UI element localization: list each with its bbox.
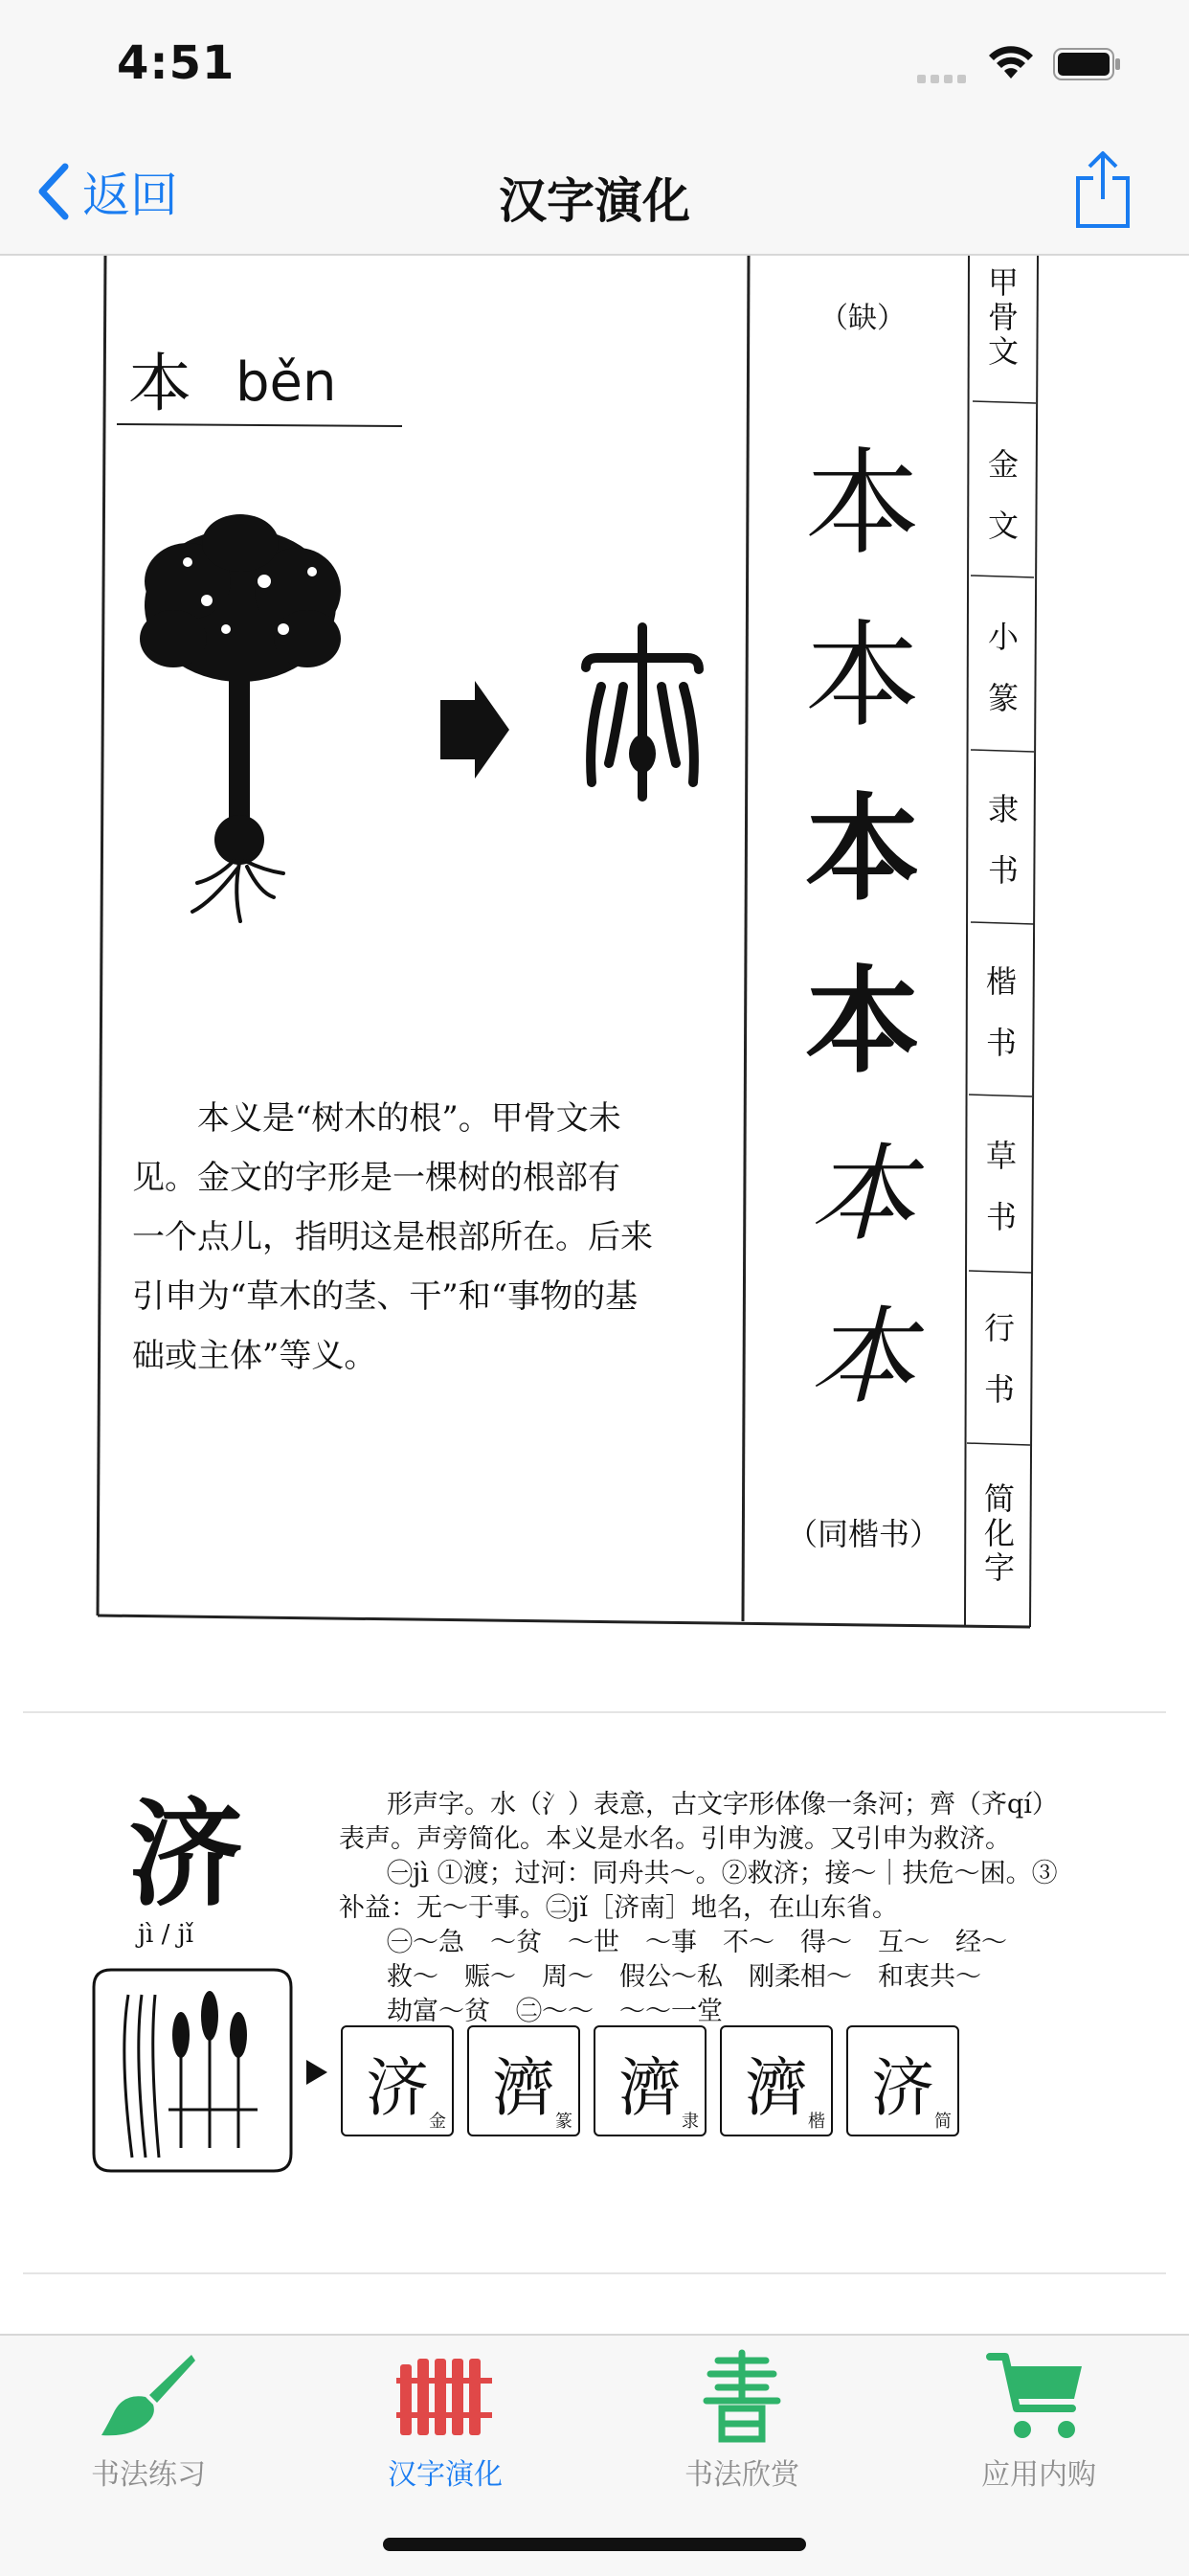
script-form-glyph: 濟: [745, 2051, 808, 2125]
script-form-glyph: 济: [366, 2051, 429, 2125]
script-label: 行书: [983, 1310, 1015, 1408]
entry-character: 本: [128, 347, 191, 420]
back-label: 返回: [82, 168, 178, 223]
definition-line: ㊀～急 ～贫 ～世 ～事 不～ 得～ 互～ 经～: [387, 1928, 1007, 1957]
tab-label: 书法欣赏: [684, 2458, 799, 2492]
script-label: 小篆: [987, 619, 1019, 716]
script-form-glyph: 濟: [618, 2051, 682, 2125]
definition-line: 补益：无～于事。㊁jǐ［济南］地名，在山东省。: [339, 1893, 899, 1923]
script-label: 简化字: [983, 1480, 1015, 1586]
script-form-label: 简: [934, 2112, 952, 2132]
content-scroll-area[interactable]: [0, 256, 1189, 2334]
description-line: 础或主体”等义。: [132, 1337, 377, 1375]
arrow-right-icon: [437, 677, 513, 782]
script-form-box: [720, 2025, 833, 2136]
battery-icon: [1053, 48, 1122, 80]
bronze-glyph-large: [580, 620, 705, 811]
simplified-note: （同楷书）: [787, 1516, 941, 1552]
script-label: 金文: [987, 446, 1019, 544]
script-form-box: [594, 2025, 707, 2136]
tree-illustration: [130, 514, 350, 936]
tab-in-app-purchase[interactable]: [890, 2349, 1187, 2502]
script-form-box: [341, 2025, 454, 2136]
script-glyph-jinwen-2: 本: [805, 610, 920, 743]
definition-line: 救～ 赈～ 周～ 假公～私 刚柔相～ 和衷共～: [387, 1962, 981, 1992]
tab-calligraphy-appreciation[interactable]: [594, 2349, 890, 2502]
tab-label: 书法练习: [91, 2458, 206, 2492]
script-glyph-jinwen-1: 本: [805, 438, 920, 571]
script-glyph-lishu: 本: [805, 781, 920, 916]
river-grain-illustration: [90, 1966, 295, 2175]
cellular-signal-icon: [917, 69, 971, 87]
script-form-label: 楷: [808, 2112, 825, 2132]
brush-icon: [96, 2349, 201, 2445]
entry-description: [132, 1089, 745, 1386]
script-form-glyph: 济: [871, 2051, 934, 2125]
entry-divider: [23, 2272, 1166, 2274]
description-line: 一个点儿，指明这是根部所在。后来: [132, 1218, 653, 1256]
script-label: 甲骨文: [987, 264, 1019, 370]
tab-character-evolution[interactable]: [297, 2349, 594, 2502]
script-label: 隶书: [987, 791, 1019, 889]
script-glyph-kaishu: 本: [805, 954, 920, 1089]
description-line: 引申为“草木的茎、干”和“事物的基: [132, 1277, 639, 1316]
definition-line: ㊀jì ①渡；过河：同舟共～。②救济；接～｜扶危～困。③: [387, 1859, 1058, 1888]
share-icon[interactable]: [1072, 149, 1133, 230]
script-form-label: 隶: [682, 2112, 699, 2132]
entry-pinyin: jì / jǐ: [138, 1920, 194, 1949]
script-glyph-xingshu: 本: [810, 1296, 915, 1418]
script-form-label: 篆: [555, 2112, 572, 2132]
entry-divider: [23, 1711, 1166, 1713]
script-form-box: [846, 2025, 959, 2136]
cart-icon: [986, 2349, 1091, 2445]
script-label: 草书: [985, 1138, 1017, 1235]
entry-character: 济: [128, 1787, 243, 1922]
script-form-glyph: 濟: [492, 2051, 555, 2125]
script-glyph-caoshu: 本: [810, 1133, 915, 1255]
script-label: 楷书: [985, 963, 1017, 1061]
triangle-right-icon: [304, 2058, 329, 2087]
description-line: 见。金文的字形是一棵树的根部有: [132, 1159, 620, 1197]
status-bar: [0, 0, 1189, 134]
status-time: 4:51: [117, 36, 236, 90]
character-card-ji: [86, 1788, 1101, 2334]
tab-label: 应用内购: [981, 2458, 1096, 2492]
navigation-bar: [0, 134, 1189, 256]
definition-line: 表声。声旁简化。本义是水名。引申为渡。又引申为救济。: [339, 1824, 1011, 1854]
home-indicator: [383, 2538, 806, 2551]
tab-calligraphy-practice[interactable]: [0, 2349, 297, 2502]
script-form-box: [467, 2025, 580, 2136]
bamboo-slips-icon: [393, 2349, 498, 2445]
definition-line: 劫富～贫 ㊁～～ ～～一堂: [387, 1997, 723, 2026]
script-form-label: 金: [429, 2112, 446, 2132]
tab-label: 汉字演化: [388, 2458, 503, 2492]
entry-definition: [339, 1788, 1105, 2029]
definition-line: 形声字。水（氵）表意，古文字形体像一条河；齊（齐qí）: [387, 1790, 1058, 1819]
calligraphy-shu-icon: [689, 2349, 795, 2445]
oracle-missing-note: （缺）: [819, 302, 906, 335]
entry-pinyin: běn: [236, 351, 337, 414]
wifi-icon: [986, 42, 1036, 80]
description-line: 本义是“树木的根”。甲骨文未: [132, 1099, 621, 1138]
page-title: 汉字演化: [499, 173, 690, 229]
character-card-ben: [92, 256, 1040, 1635]
